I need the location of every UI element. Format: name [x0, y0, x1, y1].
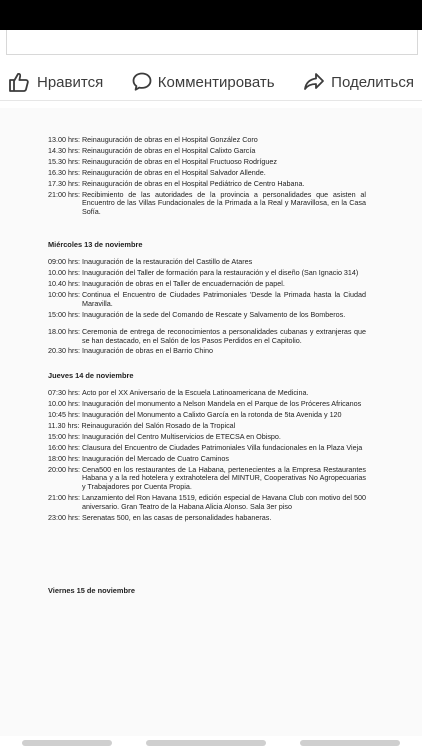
schedule-description: Inauguración del Monumento a Calixto García en la rotonda de 5ta Avenida y 120 [81, 410, 342, 420]
schedule-description: Inauguración de obras en el Barrio Chino [81, 346, 214, 356]
like-button[interactable] [8, 71, 103, 93]
schedule-time: 18.00 hrs: [48, 326, 80, 336]
divider [0, 100, 422, 101]
schedule-description: Inauguración del Mercado de Cuatro Caminos [81, 453, 229, 463]
schedule-time: 13.00 hrs: [48, 135, 80, 144]
schedule-row [48, 147, 366, 156]
schedule-description: Inauguración del Centro Multiservicios de ETECSA en Obispo. [81, 431, 281, 441]
schedule-description: Lanzamiento del Ron Havana 1519, edición especial de Havana Club con motivo del 500 aniversario. Gran Teatro de la Habana Alicia Alonso. Sala 3er piso [81, 493, 366, 512]
schedule-row [48, 433, 366, 442]
schedule-description: Inauguración de obras en el Taller de encuadernación de papel. [81, 278, 285, 288]
schedule-description: Ceremonia de entrega de reconocimientos a personalidades cubanas y extranjeras que se han destacado, en el Salón de los Pasos Perdidos en el Capitolio. [81, 326, 366, 345]
schedule-row [48, 347, 366, 356]
schedule-block-thursday [48, 389, 366, 523]
post-actions-bar [0, 66, 422, 98]
schedule-block-wednesday-evening [48, 328, 366, 357]
schedule-time: 15:00 hrs: [48, 309, 80, 319]
schedule-time: 11.30 hrs: [48, 420, 80, 430]
schedule-description: Reinauguración de obras en el Hospital González Coro [81, 135, 258, 144]
schedule-time: 20:00 hrs: [48, 464, 80, 474]
schedule-row [48, 400, 366, 409]
share-button[interactable] [302, 71, 414, 93]
schedule-description: Reinauguración de obras en el Hospital Pediátrico de Centro Habana. [81, 178, 305, 188]
schedule-row [48, 466, 366, 493]
next-post-actions [0, 740, 422, 750]
schedule-description: Inauguración de la sede del Comando de Rescate y Salvamento de los Bomberos. [81, 309, 346, 319]
schedule-description: Acto por el XX Aniversario de la Escuela Latinoamericana de Medicina. [81, 388, 309, 398]
share-label: Поделиться [331, 73, 414, 91]
schedule-description: Reinauguración de obras en el Hospital Salvador Allende. [81, 167, 266, 177]
schedule-description: Inauguración del monumento a Nelson Mandela en el Parque de los Próceres Africanos [81, 399, 362, 409]
schedule-time: 10.40 hrs: [48, 278, 80, 288]
schedule-description: Inauguración del Taller de formación para la restauración y el diseño (San Ignacio 314) [81, 268, 359, 278]
comment-button[interactable] [131, 71, 275, 93]
schedule-row [48, 455, 366, 464]
schedule-row [48, 269, 366, 278]
schedule-time: 16:00 hrs: [48, 442, 80, 452]
schedule-row [48, 180, 366, 189]
schedule-row [48, 280, 366, 289]
share-arrow-icon [302, 71, 326, 93]
like-label: Нравится [37, 73, 104, 91]
schedule-time: 10:00 hrs: [48, 289, 80, 299]
schedule-description: Recibimiento de las autoridades de la provincia a personalidades que asisten al Encuentro de las Villas Fundacionales de la Primada a la Real y Maravillosa, en la Casa Sofía. [81, 189, 366, 217]
schedule-row [48, 514, 366, 523]
schedule-time: 10:45 hrs: [48, 410, 80, 420]
comment-label: Комментировать [157, 73, 275, 91]
schedule-time: 17.30 hrs: [48, 178, 80, 188]
schedule-description: Reinauguración de obras en el Hospital Calixto García [81, 145, 256, 155]
schedule-time: 15.30 hrs: [48, 156, 80, 166]
schedule-time: 10.00 hrs: [48, 268, 80, 278]
schedule-time: 18:00 hrs: [48, 453, 80, 463]
schedule-description: Reinauguración del Salón Rosado de la Tropical [81, 420, 236, 430]
schedule-time: 16.30 hrs: [48, 167, 80, 177]
document-image[interactable] [0, 108, 422, 736]
schedule-row [48, 389, 366, 398]
day-heading: Viernes 15 de noviembre [48, 586, 135, 595]
schedule-document [48, 136, 366, 604]
schedule-description: Inauguración de la restauración del Castillo de Atares [81, 257, 253, 267]
schedule-row [48, 422, 366, 431]
schedule-time: 21:00 hrs: [48, 189, 80, 199]
schedule-row [48, 191, 366, 218]
schedule-row [48, 169, 366, 178]
schedule-description: Serenatas 500, en las casas de personalidades habaneras. [81, 513, 272, 523]
schedule-description: Continua el Encuentro de Ciudades Patrimoniales 'Desde la Primada hasta la Ciudad Maravilla. [81, 289, 366, 308]
comment-bubble-icon [131, 71, 153, 93]
day-heading: Miércoles 13 de noviembre [48, 240, 143, 250]
schedule-block-tuesday [48, 136, 366, 217]
schedule-description: Cena500 en los restaurantes de La Habana, pertenecientes a la Empresa Restaurantes Habana y a la red hotelera y extrahotelera del MINTUR, Cooperativas No Agropecuarias y Trabajadores por Cuenta Propia. [81, 464, 366, 492]
day-heading: Jueves 14 de noviembre [48, 371, 134, 381]
status-bar [0, 0, 422, 30]
schedule-time: 09:00 hrs: [48, 257, 80, 267]
schedule-time: 07:30 hrs: [48, 388, 80, 398]
schedule-row [48, 444, 366, 453]
schedule-row [48, 258, 366, 267]
schedule-time: 23:00 hrs: [48, 513, 80, 523]
schedule-row [48, 494, 366, 512]
schedule-time: 15:00 hrs: [48, 431, 80, 441]
schedule-block-wednesday [48, 258, 366, 319]
schedule-time: 10.00 hrs: [48, 399, 80, 409]
previous-post-card [0, 30, 422, 60]
schedule-row [48, 311, 366, 320]
schedule-row [48, 136, 366, 145]
schedule-time: 20.30 hrs: [48, 346, 80, 356]
schedule-time: 14.30 hrs: [48, 145, 80, 155]
schedule-row [48, 328, 366, 346]
schedule-description: Clausura del Encuentro de Ciudades Patrimoniales Villa fundacionales en la Plaza Vieja [81, 442, 363, 452]
thumbs-up-icon [8, 71, 32, 93]
schedule-row [48, 411, 366, 420]
schedule-row [48, 158, 366, 167]
schedule-time: 21:00 hrs: [48, 493, 80, 503]
schedule-row [48, 291, 366, 309]
schedule-description: Reinauguración de obras en el Hospital Fructuoso Rodríguez [81, 156, 277, 166]
